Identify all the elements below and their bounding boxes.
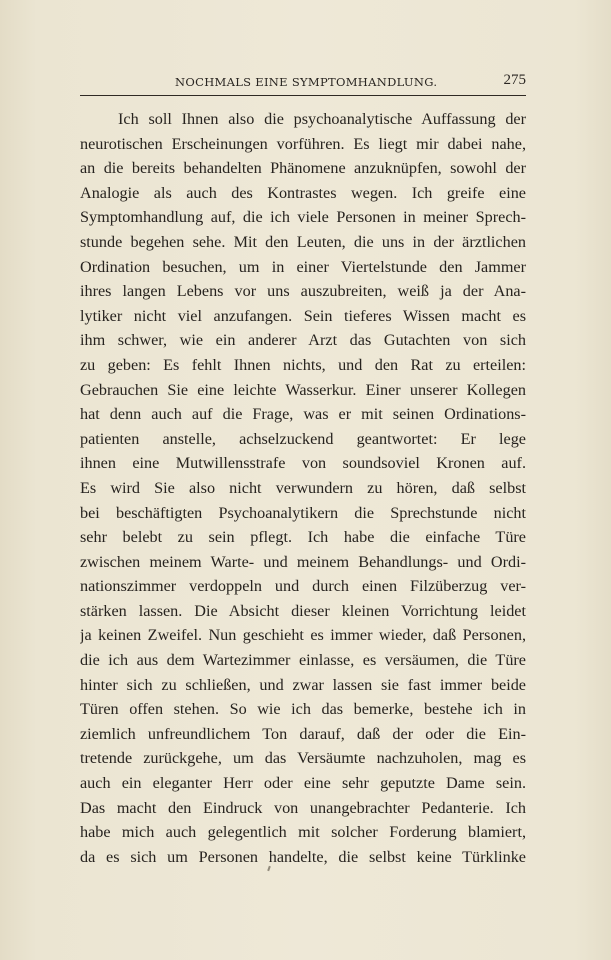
text-line: ihres langen Lebens vor uns auszubreiten, weiß ja der Ana- (80, 282, 526, 301)
header-rule (80, 95, 526, 96)
page-number: 275 (503, 72, 526, 88)
text-line: tretende zurückgehe, um das Versäumte nachzuholen, mag es (80, 749, 526, 768)
text-line: zu geben: Es fehlt Ihnen nichts, und den Rat zu erteilen: (80, 355, 526, 374)
text-line: Das macht den Eindruck von unangebrachter Pedanterie. Ich (80, 798, 526, 817)
text-line: patienten anstelle, achselzuckend geantwortet: Er lege (80, 429, 526, 448)
text-line: Türen offen stehen. So wie ich das bemerke, bestehe ich in (80, 700, 526, 719)
text-line: sehr belebt zu sein pflegt. Ich habe die einfache Türe (80, 528, 526, 547)
text-line: ziemlich unfreundlichem Ton darauf, daß der oder die Ein- (80, 724, 526, 743)
running-head-title: NOCHMALS EINE SYMPTOMHANDLUNG. (175, 75, 438, 89)
text-line: hinter sich zu schließen, und zwar lassen sie fast immer beide (80, 675, 526, 694)
body-paragraph (80, 107, 526, 869)
text-line: neurotischen Erscheinungen vorführen. Es liegt mir dabei nahe, (80, 134, 526, 153)
text-line: Analogie als auch des Kontrastes wegen. Ich greife eine (80, 183, 526, 202)
text-line: habe mich auch gelegentlich mit solcher Forderung blamiert, (80, 823, 526, 842)
text-line: lytiker nicht viel anzufangen. Sein tieferes Wissen macht es (80, 306, 526, 325)
text-line: stunde begehen sehe. Mit den Leuten, die uns in der ärztlichen (80, 232, 526, 251)
text-line: auch ein eleganter Herr oder eine sehr geputzte Dame sein. (80, 774, 526, 793)
text-line: nationszimmer verdoppeln und durch einen Filzüberzug ver- (80, 577, 526, 596)
text-line: bei beschäftigten Psychoanalytikern die Sprechstunde nicht (80, 503, 526, 522)
text-line: ihm schwer, wie ein anderer Arzt das Gutachten von sich (80, 331, 526, 350)
text-line: hat denn auch auf die Frage, was er mit seinen Ordinations- (80, 405, 526, 424)
text-line: ja keinen Zweifel. Nun geschieht es immer wieder, daß Personen, (80, 626, 526, 645)
text-line: da es sich um Personen handelte, die selbst keine Türklinke (80, 847, 526, 866)
text-line: Ordination besuchen, um in einer Viertelstunde den Jammer (80, 257, 526, 276)
text-line: Es wird Sie also nicht verwundern zu hören, daß selbst (80, 478, 526, 497)
text-line: die ich aus dem Wartezimmer einlasse, es versäumen, die Türe (80, 651, 526, 670)
text-line: Gebrauchen Sie eine leichte Wasserkur. Einer unserer Kollegen (80, 380, 526, 399)
running-head (80, 72, 526, 92)
text-line: ihnen eine Mutwillensstrafe von soundsoviel Kronen auf. (80, 454, 526, 473)
text-line: an die bereits behandelten Phänomene anzuknüpfen, sowohl der (80, 159, 526, 178)
text-line: Ich soll Ihnen also die psychoanalytische Auffassung der (118, 110, 526, 128)
text-line: Symptomhandlung auf, die ich viele Personen in meiner Sprech- (80, 208, 526, 227)
text-line: zwischen meinem Warte- und meinem Behandlungs- und Ordi- (80, 552, 526, 571)
text-line: stärken lassen. Die Absicht dieser kleinen Vorrichtung leidet (80, 601, 526, 620)
